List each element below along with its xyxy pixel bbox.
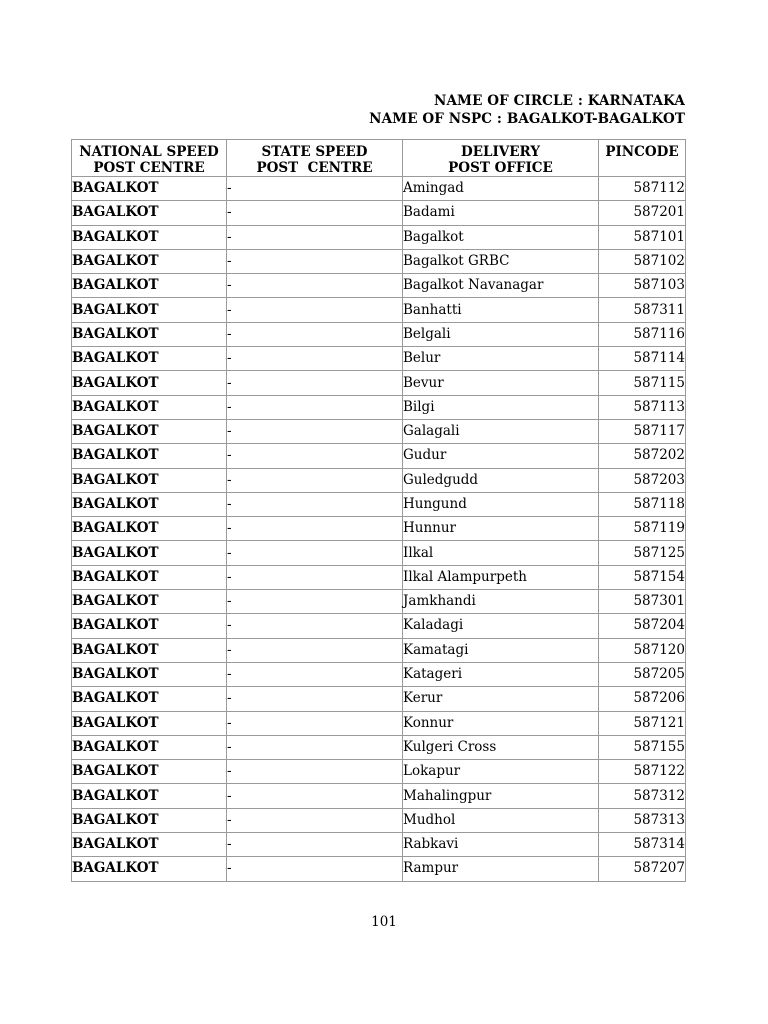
- sspc-cell: -: [227, 590, 403, 614]
- pincode-cell: 587205: [599, 662, 686, 686]
- office-cell: Bagalkot GRBC: [403, 249, 599, 273]
- sspc-cell: -: [227, 395, 403, 419]
- sspc-cell: -: [227, 298, 403, 322]
- office-cell: Kaladagi: [403, 614, 599, 638]
- office-cell: Bagalkot Navanagar: [403, 274, 599, 298]
- pincode-cell: 587203: [599, 468, 686, 492]
- nspc-cell: BAGALKOT: [72, 808, 227, 832]
- nspc-cell: BAGALKOT: [72, 177, 227, 201]
- sspc-cell: -: [227, 177, 403, 201]
- nspc-cell: BAGALKOT: [72, 371, 227, 395]
- table-row: [72, 249, 686, 273]
- table-row: [72, 468, 686, 492]
- table-row: [72, 590, 686, 614]
- pincode-cell: 587113: [599, 395, 686, 419]
- pincode-cell: 587122: [599, 760, 686, 784]
- nspc-cell: BAGALKOT: [72, 468, 227, 492]
- table-row: [72, 444, 686, 468]
- col-header-office-line1: DELIVERY: [460, 144, 540, 160]
- sspc-cell: -: [227, 468, 403, 492]
- nspc-cell: BAGALKOT: [72, 662, 227, 686]
- pincode-cell: 587117: [599, 419, 686, 443]
- office-cell: Badami: [403, 201, 599, 225]
- pincode-cell: 587114: [599, 347, 686, 371]
- office-cell: Amingad: [403, 177, 599, 201]
- office-cell: Rabkavi: [403, 833, 599, 857]
- nspc-cell: BAGALKOT: [72, 784, 227, 808]
- table-row: [72, 614, 686, 638]
- nspc-cell: BAGALKOT: [72, 298, 227, 322]
- sspc-cell: -: [227, 565, 403, 589]
- nspc-cell: BAGALKOT: [72, 833, 227, 857]
- sspc-cell: -: [227, 614, 403, 638]
- pincode-cell: 587201: [599, 201, 686, 225]
- nspc-cell: BAGALKOT: [72, 347, 227, 371]
- office-cell: Ilkal: [403, 541, 599, 565]
- pincode-cell: 587154: [599, 565, 686, 589]
- nspc-cell: BAGALKOT: [72, 322, 227, 346]
- office-cell: Bilgi: [403, 395, 599, 419]
- table-row: [72, 371, 686, 395]
- table-row: [72, 419, 686, 443]
- sspc-cell: -: [227, 371, 403, 395]
- table-row: [72, 565, 686, 589]
- sspc-cell: -: [227, 419, 403, 443]
- col-header-sspc: [227, 140, 403, 177]
- sspc-cell: -: [227, 735, 403, 759]
- pincode-cell: 587312: [599, 784, 686, 808]
- sspc-cell: -: [227, 347, 403, 371]
- office-cell: Guledgudd: [403, 468, 599, 492]
- pincode-cell: 587314: [599, 833, 686, 857]
- table-row: [72, 760, 686, 784]
- nspc-cell: BAGALKOT: [72, 395, 227, 419]
- nspc-cell: BAGALKOT: [72, 687, 227, 711]
- table-row: [72, 298, 686, 322]
- nspc-cell: BAGALKOT: [72, 492, 227, 516]
- table-row: [72, 201, 686, 225]
- table-row: [72, 711, 686, 735]
- col-header-pincode: [599, 140, 686, 177]
- pincode-cell: 587116: [599, 322, 686, 346]
- col-header-office-line2: POST OFFICE: [448, 160, 553, 176]
- col-header-sspc-line1: STATE SPEED: [261, 144, 368, 160]
- table-row: [72, 662, 686, 686]
- table-row: [72, 833, 686, 857]
- sspc-cell: -: [227, 249, 403, 273]
- nspc-cell: BAGALKOT: [72, 590, 227, 614]
- pincode-cell: 587118: [599, 492, 686, 516]
- sspc-cell: -: [227, 662, 403, 686]
- office-cell: Banhatti: [403, 298, 599, 322]
- pincode-cell: 587311: [599, 298, 686, 322]
- pincode-cell: 587207: [599, 857, 686, 881]
- table-row: [72, 808, 686, 832]
- sspc-cell: -: [227, 274, 403, 298]
- sspc-cell: -: [227, 711, 403, 735]
- nspc-cell: BAGALKOT: [72, 614, 227, 638]
- pincode-cell: 587206: [599, 687, 686, 711]
- pincode-cell: 587125: [599, 541, 686, 565]
- pincode-cell: 587119: [599, 517, 686, 541]
- table-row: [72, 638, 686, 662]
- table-body: [72, 177, 686, 882]
- pincode-cell: 587102: [599, 249, 686, 273]
- table-row: [72, 177, 686, 201]
- pincode-cell: 587155: [599, 735, 686, 759]
- col-header-pincode-label: PINCODE: [605, 144, 679, 160]
- nspc-cell: BAGALKOT: [72, 249, 227, 273]
- col-header-sspc-line2: POST CENTRE: [256, 160, 373, 176]
- col-header-nspc-line2: POST CENTRE: [93, 160, 205, 176]
- office-cell: Hungund: [403, 492, 599, 516]
- nspc-cell: BAGALKOT: [72, 711, 227, 735]
- office-cell: Kerur: [403, 687, 599, 711]
- office-cell: Mahalingpur: [403, 784, 599, 808]
- nspc-cell: BAGALKOT: [72, 565, 227, 589]
- office-cell: Konnur: [403, 711, 599, 735]
- office-cell: Lokapur: [403, 760, 599, 784]
- office-cell: Kulgeri Cross: [403, 735, 599, 759]
- page-number: 101: [371, 914, 397, 930]
- pincode-cell: 587313: [599, 808, 686, 832]
- sspc-cell: -: [227, 833, 403, 857]
- sspc-cell: -: [227, 517, 403, 541]
- pincode-cell: 587112: [599, 177, 686, 201]
- nspc-cell: BAGALKOT: [72, 201, 227, 225]
- table-row: [72, 517, 686, 541]
- office-cell: Jamkhandi: [403, 590, 599, 614]
- table-row: [72, 274, 686, 298]
- nspc-heading: NAME OF NSPC : BAGALKOT-BAGALKOT: [369, 111, 685, 127]
- col-header-office: [403, 140, 599, 177]
- office-cell: Katageri: [403, 662, 599, 686]
- pincode-cell: 587121: [599, 711, 686, 735]
- table-row: [72, 784, 686, 808]
- nspc-cell: BAGALKOT: [72, 517, 227, 541]
- office-cell: Kamatagi: [403, 638, 599, 662]
- pincode-cell: 587101: [599, 225, 686, 249]
- sspc-cell: -: [227, 225, 403, 249]
- sspc-cell: -: [227, 322, 403, 346]
- table-row: [72, 857, 686, 881]
- pincode-cell: 587202: [599, 444, 686, 468]
- col-header-nspc-line1: NATIONAL SPEED: [79, 144, 219, 160]
- nspc-cell: BAGALKOT: [72, 760, 227, 784]
- pincode-cell: 587301: [599, 590, 686, 614]
- sspc-cell: -: [227, 687, 403, 711]
- office-cell: Galagali: [403, 419, 599, 443]
- office-cell: Ilkal Alampurpeth: [403, 565, 599, 589]
- table-row: [72, 492, 686, 516]
- pincode-cell: 587120: [599, 638, 686, 662]
- sspc-cell: -: [227, 541, 403, 565]
- table-row: [72, 347, 686, 371]
- sspc-cell: -: [227, 857, 403, 881]
- table-header-row: [72, 140, 686, 177]
- nspc-cell: BAGALKOT: [72, 419, 227, 443]
- office-cell: Rampur: [403, 857, 599, 881]
- sspc-cell: -: [227, 492, 403, 516]
- sspc-cell: -: [227, 201, 403, 225]
- nspc-cell: BAGALKOT: [72, 225, 227, 249]
- pincode-cell: 587103: [599, 274, 686, 298]
- table-row: [72, 225, 686, 249]
- sspc-cell: -: [227, 808, 403, 832]
- pincode-cell: 587204: [599, 614, 686, 638]
- pincode-cell: 587115: [599, 371, 686, 395]
- office-cell: Bevur: [403, 371, 599, 395]
- office-cell: Belur: [403, 347, 599, 371]
- nspc-cell: BAGALKOT: [72, 857, 227, 881]
- nspc-cell: BAGALKOT: [72, 541, 227, 565]
- col-header-nspc: [72, 140, 227, 177]
- table-row: [72, 395, 686, 419]
- pincode-table: [71, 139, 686, 882]
- circle-heading: NAME OF CIRCLE : KARNATAKA: [434, 93, 685, 109]
- nspc-cell: BAGALKOT: [72, 274, 227, 298]
- office-cell: Gudur: [403, 444, 599, 468]
- nspc-cell: BAGALKOT: [72, 444, 227, 468]
- table-row: [72, 322, 686, 346]
- office-cell: Hunnur: [403, 517, 599, 541]
- sspc-cell: -: [227, 784, 403, 808]
- sspc-cell: -: [227, 638, 403, 662]
- sspc-cell: -: [227, 760, 403, 784]
- office-cell: Bagalkot: [403, 225, 599, 249]
- office-cell: Belgali: [403, 322, 599, 346]
- nspc-cell: BAGALKOT: [72, 638, 227, 662]
- nspc-cell: BAGALKOT: [72, 735, 227, 759]
- table-row: [72, 687, 686, 711]
- office-cell: Mudhol: [403, 808, 599, 832]
- sspc-cell: -: [227, 444, 403, 468]
- table-row: [72, 541, 686, 565]
- table-row: [72, 735, 686, 759]
